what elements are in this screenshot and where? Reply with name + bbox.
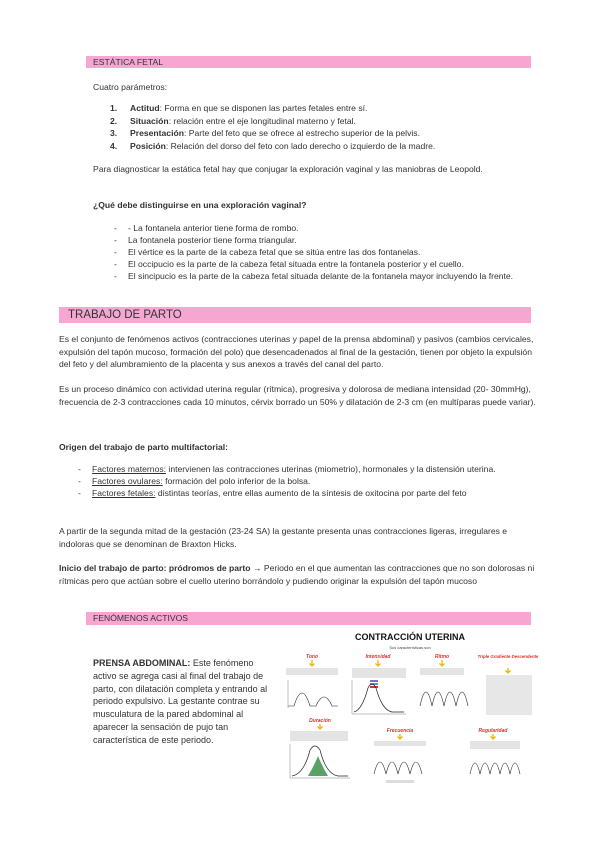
arrow-icon — [318, 724, 323, 729]
label-duracion: Duración — [309, 718, 331, 724]
list-item: 2. Situación: relación entre el eje longitudinal materno y fetal. — [110, 115, 356, 126]
list-item: - Factores ovulares: formación del polo inferior de la bolsa. — [78, 475, 538, 487]
diagnose-paragraph: Para diagnosticar la estática fetal hay que conjugar la exploración vaginal y las maniobras de Leopold. — [93, 164, 483, 174]
inicio-paragraph: Inicio del trabajo de parto: pródromos de parto → Periodo en el que aumentan las contracciones que no son dolorosas ni rítmicas pero que actúan sobre el cuello uterino borrándolo y pudiendo originar la expulsión del tapón mucoso — [59, 563, 535, 586]
list-item: - La fontanela posterior tiene forma triangular. — [114, 234, 514, 246]
vaginal-question: ¿Qué debe distinguirse en una exploración vaginal? — [93, 200, 307, 210]
braxton-hicks-paragraph: A partir de la segunda mitad de la gestación (23-24 SA) la gestante presenta unas contracciones ligeras, irregulares e indoloras que se denominan de Braxton Hicks. — [59, 526, 508, 549]
params-list — [110, 102, 550, 152]
trabajo-definition: Es el conjunto de fenómenos activos (contracciones uterinas y papel de la prensa abdominal) y pasivos (cambios cervicales, expulsión del tapón mucoso, formación del polo) que desencadenados al final de la gestación, tienen por objeto la expulsión del feto y del alumbramiento de la placenta y sus anexos a través del canal del parto. — [59, 334, 534, 369]
prensa-abdominal-paragraph: PRENSA ABDOMINAL: Este fenómeno activo se agrega casi al final del trabajo de parto, con dilatación completa y entrando al periodo expulsivo. La gestante contrae su musculatura de la pared abdominal al aparecer la sensación de pujo tan característica de este periodo. — [93, 658, 268, 745]
contraccion-uterina-figure — [280, 628, 538, 786]
list-item: 3. Presentación: Parte del feto que se ofrece al estrecho superior de la pelvis. — [110, 128, 420, 138]
list-item: - Factores fetales: distintas teorías, entre ellas aumento de la síntesis de oxitocina por parte del feto — [78, 487, 538, 499]
list-item: 4. Posición: Relación del dorso del feto con lado derecho o izquierdo de la madre. — [110, 140, 436, 151]
label-regularidad: Regularidad — [478, 728, 508, 734]
figure-subtitle: Sus características son — [389, 645, 431, 650]
trabajo-process: Es un proceso dinámico con actividad uterina regular (rítmica), progresiva y dolorosa de mediana intensidad (20- 30mmHg), frecuencia de 2-3 contracciones cada 10 minutos, cérvix borrado un 50% y dilatación de 2-3 cm (en multíparas puede variar). — [59, 384, 536, 407]
arrow-icon — [376, 660, 381, 666]
ritmo-text-block — [420, 668, 464, 675]
ritmo-curve — [420, 692, 468, 706]
arrow-icon — [310, 660, 315, 666]
frecuencia-text-block — [374, 741, 426, 746]
label-ritmo: Ritmo — [434, 654, 450, 660]
triple-gradiente-text-block — [486, 675, 532, 715]
label-triple-gradiente: Triple Gradiente Descendente — [477, 654, 538, 659]
section-header-trabajo-label: TRABAJO DE PARTO — [68, 309, 182, 321]
arrow-icon — [440, 660, 445, 666]
list-item: - - La fontanela anterior tiene forma de rombo. — [114, 222, 514, 234]
params-intro: Cuatro parámetros: — [93, 82, 168, 92]
list-item: - El occipucio es la parte de la cabeza fetal situada entre la fontanela posterior y el cuello. — [114, 258, 514, 270]
tono-text-block — [286, 668, 338, 675]
label-frecuencia: Frecuencia — [386, 728, 414, 734]
origin-title: Origen del trabajo de parto multifactorial: — [59, 442, 229, 452]
label-intensidad: Intensidad — [365, 654, 391, 660]
duracion-text-block — [290, 731, 348, 741]
list-item: - El vértice es la parte de la cabeza fetal que se sitúa entre las dos fontanelas. — [114, 246, 514, 258]
regularidad-curve — [470, 763, 520, 774]
frecuencia-curve — [374, 762, 422, 774]
section-header-estatica-label: ESTÁTICA FETAL — [93, 57, 164, 67]
label-tono: Tono — [305, 654, 319, 660]
list-item: 1. Actitud: Forma en que se disponen las partes fetales entre sí. — [110, 103, 368, 113]
factors-list — [78, 463, 538, 499]
regularidad-text-block — [470, 741, 520, 749]
figure-title: CONTRACCIÓN UTERINA — [355, 632, 465, 642]
vaginal-list — [114, 222, 514, 282]
intensidad-text-block — [352, 668, 406, 678]
tono-curve — [288, 693, 338, 706]
arrow-icon — [398, 734, 403, 739]
arrow-icon — [506, 668, 511, 673]
list-item: - Factores maternos: intervienen las contracciones uterinas (miometrio), hormonales y la distensión uterina. — [78, 463, 538, 475]
section-header-fenomenos-label: FENÓMENOS ACTIVOS — [93, 613, 189, 623]
intensidad-curve — [354, 684, 404, 712]
list-item: - El sincipucio es la parte de la cabeza fetal situada delante de la fontanela mayor incluyendo la frente. — [114, 270, 514, 282]
arrow-icon — [491, 734, 496, 739]
